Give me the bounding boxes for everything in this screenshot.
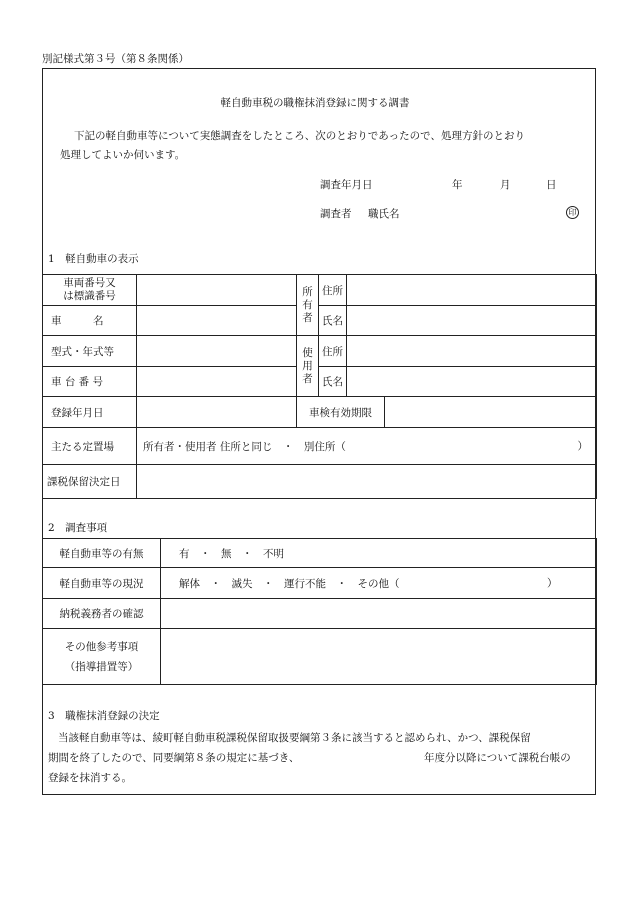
decision-line-2b: 年度分以降について課税台帳の — [424, 752, 571, 764]
vehicle-name-field[interactable] — [137, 306, 297, 336]
model-year-label: 型式・年式等 — [43, 336, 137, 367]
storage-close-paren: ） — [577, 440, 588, 453]
owner-name-field[interactable] — [347, 306, 597, 336]
inspection-expiry-field[interactable] — [385, 397, 597, 428]
section2-heading: 2 調査事項 — [48, 522, 108, 534]
taxpayer-field[interactable] — [161, 599, 597, 629]
other-notes-label: その他参考事項 （指導措置等） — [43, 629, 161, 685]
decision-line-1: 当該軽自動車等は、綾町軽自動車税課税保留取扱要綱第３条に該当すると認められ、かつ、課税保留 — [58, 732, 531, 744]
status-close-paren: ） — [547, 577, 558, 590]
owner-name-label: 氏名 — [319, 306, 347, 336]
deferral-date-label: 課税保留決定日 — [43, 465, 137, 499]
decision-line-2a: 期間を終了したので、同要綱第８条の規定に基づき、 — [48, 752, 300, 764]
form-number: 別記様式第３号（第８条関係） — [42, 53, 189, 65]
registration-date-field[interactable] — [137, 397, 297, 428]
inspection-expiry-label: 車検有効期限 — [297, 397, 385, 428]
owner-address-field[interactable] — [347, 275, 597, 306]
survey-date-label: 調査年月日 — [320, 179, 373, 191]
model-year-field[interactable] — [137, 336, 297, 367]
owner-address-label: 住所 — [319, 275, 347, 306]
staff-label: 職氏名 — [368, 208, 400, 220]
section3-heading: 3 職権抹消登録の決定 — [48, 710, 160, 722]
survey-month: 月 — [500, 179, 511, 191]
storage-table — [42, 427, 597, 499]
vehicle-number-label: 車両番号又 は標識番号 — [43, 275, 137, 306]
user-label: 使 用 者 — [297, 336, 319, 397]
user-address-label: 住所 — [319, 336, 347, 367]
seal-mark: 印 — [566, 206, 579, 219]
chassis-number-field[interactable] — [137, 367, 297, 397]
vehicle-table — [42, 274, 597, 397]
deferral-date-field[interactable] — [137, 465, 597, 499]
decision-line-3: 登録を抹消する。 — [48, 772, 132, 784]
taxpayer-label: 納税義務者の確認 — [43, 599, 161, 629]
user-name-label: 氏名 — [319, 367, 347, 397]
chassis-number-label: 車 台 番 号 — [43, 367, 137, 397]
registration-date-label: 登録年月日 — [43, 397, 137, 428]
intro-line-1: 下記の軽自動車等について実態調査をしたところ、次のとおりであったので、処理方針のとおり — [74, 130, 525, 142]
vehicle-number-field[interactable] — [137, 275, 297, 306]
document-title: 軽自動車税の職権抹消登録に関する調書 — [220, 97, 410, 109]
other-notes-field[interactable] — [161, 629, 597, 685]
owner-label: 所 有 者 — [297, 275, 319, 336]
survey-year: 年 — [452, 179, 463, 191]
inspector-label: 調査者 — [320, 208, 352, 220]
existence-label: 軽自動車等の有無 — [43, 539, 161, 568]
vehicle-name-label: 車 名 — [43, 306, 137, 336]
status-field[interactable] — [161, 568, 597, 599]
storage-label: 主たる定置場 — [43, 428, 137, 465]
survey-day: 日 — [546, 179, 557, 191]
user-address-field[interactable] — [347, 336, 597, 367]
status-label: 軽自動車等の現況 — [43, 568, 161, 599]
storage-field[interactable] — [137, 428, 597, 465]
registration-table — [42, 396, 597, 428]
status-options: 解体 ・ 滅失 ・ 運行不能 ・ その他（ — [179, 577, 400, 590]
section1-heading: 1 軽自動車の表示 — [48, 253, 139, 265]
storage-options: 所有者・使用者 住所と同じ ・ 別住所（ — [143, 440, 346, 453]
survey-table — [42, 538, 597, 685]
intro-line-2: 処理してよいか伺います。 — [60, 149, 186, 161]
user-name-field[interactable] — [347, 367, 597, 397]
existence-options[interactable]: 有 ・ 無 ・ 不明 — [161, 539, 597, 568]
